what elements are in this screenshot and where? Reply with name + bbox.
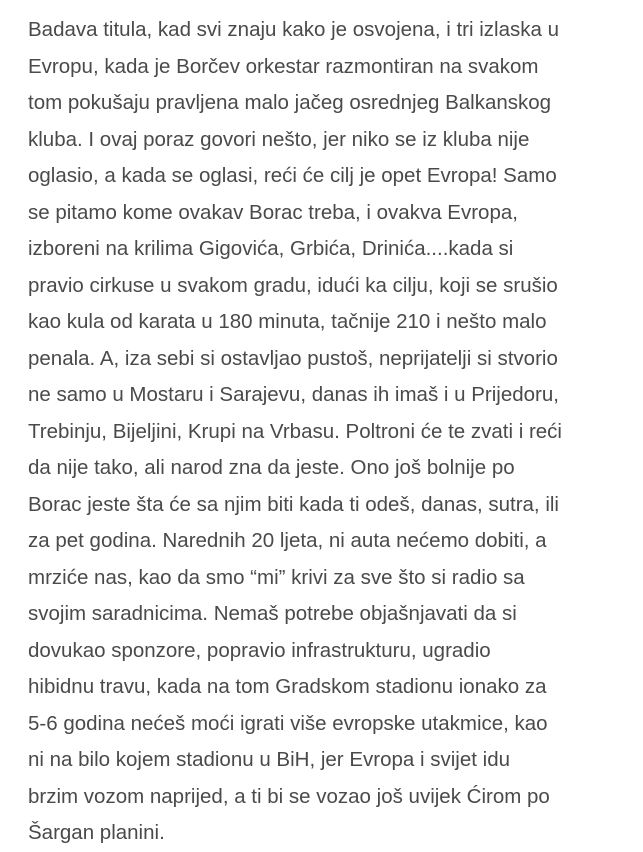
text-line: Šargan planini. — [28, 821, 165, 844]
text-line: svojim saradnicima. Nemaš potrebe objašnjavati da si — [28, 602, 517, 625]
text-line: brzim vozom naprijed, a ti bi se vozao još uvijek Ćirom po — [28, 784, 550, 808]
text-line: kao kula od karata u 180 minuta, tačnije 210 i nešto malo — [28, 310, 547, 333]
text-line: oglasio, a kada se oglasi, reći će cilj je opet Evropa! Samo — [28, 164, 557, 187]
text-line: hibidnu travu, kada na tom Gradskom stadionu ionako za — [28, 675, 547, 698]
text-line: Badava titula, kad svi znaju kako je osvojena, i tri izlaska u — [28, 18, 559, 41]
text-line: da nije tako, ali narod zna da jeste. Ono još bolnije po — [28, 456, 515, 479]
text-line: ni na bilo kojem stadionu u BiH, jer Evropa i svijet idu — [28, 748, 510, 771]
text-line: se pitamo kome ovakav Borac treba, i ovakva Evropa, — [28, 200, 518, 224]
text-line: kluba. I ovaj poraz govori nešto, jer niko se iz kluba nije — [28, 127, 530, 151]
text-line: pravio cirkuse u svakom gradu, idući ka cilju, koji se srušio — [28, 273, 558, 297]
text-line: izboreni na krilima Gigovića, Grbića, Drinića....kada si — [28, 237, 514, 260]
text-line: mrziće nas, kao da smo “mi” krivi za sve što si radio sa — [28, 565, 525, 589]
text-line: 5-6 godina nećeš moći igrati više evropske utakmice, kao — [28, 711, 548, 735]
text-line: Borac jeste šta će sa njim biti kada ti odeš, danas, sutra, ili — [28, 492, 559, 516]
text-line: Trebinju, Bijeljini, Krupi na Vrbasu. Poltroni će te zvati i reći — [28, 419, 562, 443]
article-body — [28, 12, 628, 852]
text-line: dovukao sponzore, popravio infrastrukturu, ugradio — [28, 638, 491, 662]
text-line: Evropu, kada je Borčev orkestar razmontiran na svakom — [28, 54, 539, 78]
text-line: tom pokušaju pravljena malo jačeg osrednjeg Balkanskog — [28, 91, 552, 114]
text-line: penala. A, iza sebi si ostavljao pustoš, neprijatelji si stvorio — [28, 346, 558, 370]
text-line: za pet godina. Narednih 20 ljeta, ni auta nećemo dobiti, a — [28, 529, 547, 552]
text-line: ne samo u Mostaru i Sarajevu, danas ih imaš i u Prijedoru, — [28, 383, 559, 406]
